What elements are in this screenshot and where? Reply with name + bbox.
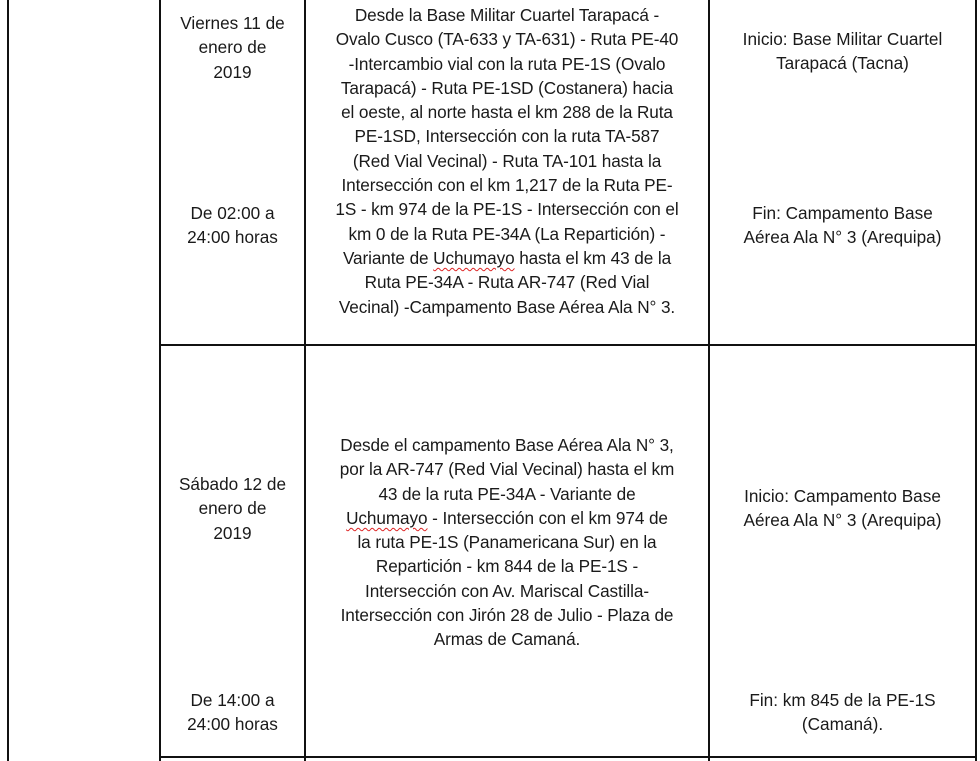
row-1-route — [306, 3, 708, 319]
table-row-divider-1 — [159, 344, 977, 346]
table-row-divider-2 — [159, 756, 977, 758]
row-2-route-text-a: Desde el campamento Base Aérea Ala N° 3, por la AR-747 (Red Vial Vecinal) hasta el km 43 de la ruta PE-34A - Variante de — [339, 435, 675, 504]
table-right-border — [975, 0, 977, 761]
row-1-date: Viernes 11 de enero de 2019 — [180, 13, 285, 82]
row-2-start: Inicio: Campamento Base Aérea Ala N° 3 (Arequipa) — [743, 486, 942, 531]
row-1-route-underlined-word: Uchumayo — [433, 247, 515, 268]
row-1-route-text-a: Desde la Base Militar Cuartel Tarapacá - Ovalo Cusco (TA-633 y TA-631) - Ruta PE-40 -Intercambio vial con la ruta PE-1S (Ovalo Tarapacá) - Ruta PE-1SD (Costanera) hacia el oeste, al norte hasta el km 288 de la Ruta PE-1SD, Intersección con la ruta TA-587 (Red Vial Vecinal) - Ruta TA-101 hasta la Intersección con el km 1,217 de la Ruta PE- 1S - km 974 de la PE-1S - Intersección con el km 0 de la Ruta PE-34A (La Repartición) - Variante de — [335, 5, 679, 268]
row-1-route-text-b: hasta el km 43 de la Ruta PE-34A - Ruta AR-747 (Red Vial Vecinal) -Campamento Base Aérea Ala N° 3. — [338, 247, 676, 317]
row-2-route-underlined-word: Uchumayo — [346, 507, 428, 528]
table-left-border — [7, 0, 9, 761]
row-1-end: Fin: Campamento Base Aérea Ala N° 3 (Arequipa) — [743, 203, 942, 248]
table-column-divider-1 — [159, 0, 161, 761]
row-2-hours: De 14:00 a 24:00 horas — [187, 690, 278, 735]
row-1-hours: De 02:00 a 24:00 horas — [187, 203, 278, 248]
table-column-divider-3 — [708, 0, 710, 761]
row-1-start: Inicio: Base Militar Cuartel Tarapacá (Tacna) — [742, 29, 943, 74]
row-2-date: Sábado 12 de enero de 2019 — [178, 474, 287, 543]
row-2-route-text-b: - Intersección con el km 974 de la ruta PE-1S (Panamericana Sur) en la Repartición - km 844 de la PE-1S - Intersección con Av. Mariscal Castilla- Intersección con Jirón 28 de Julio - Plaza de Armas de Camaná. — [340, 507, 674, 650]
row-2-route — [306, 433, 708, 652]
row-2-end: Fin: km 845 de la PE-1S (Camaná). — [749, 690, 936, 735]
